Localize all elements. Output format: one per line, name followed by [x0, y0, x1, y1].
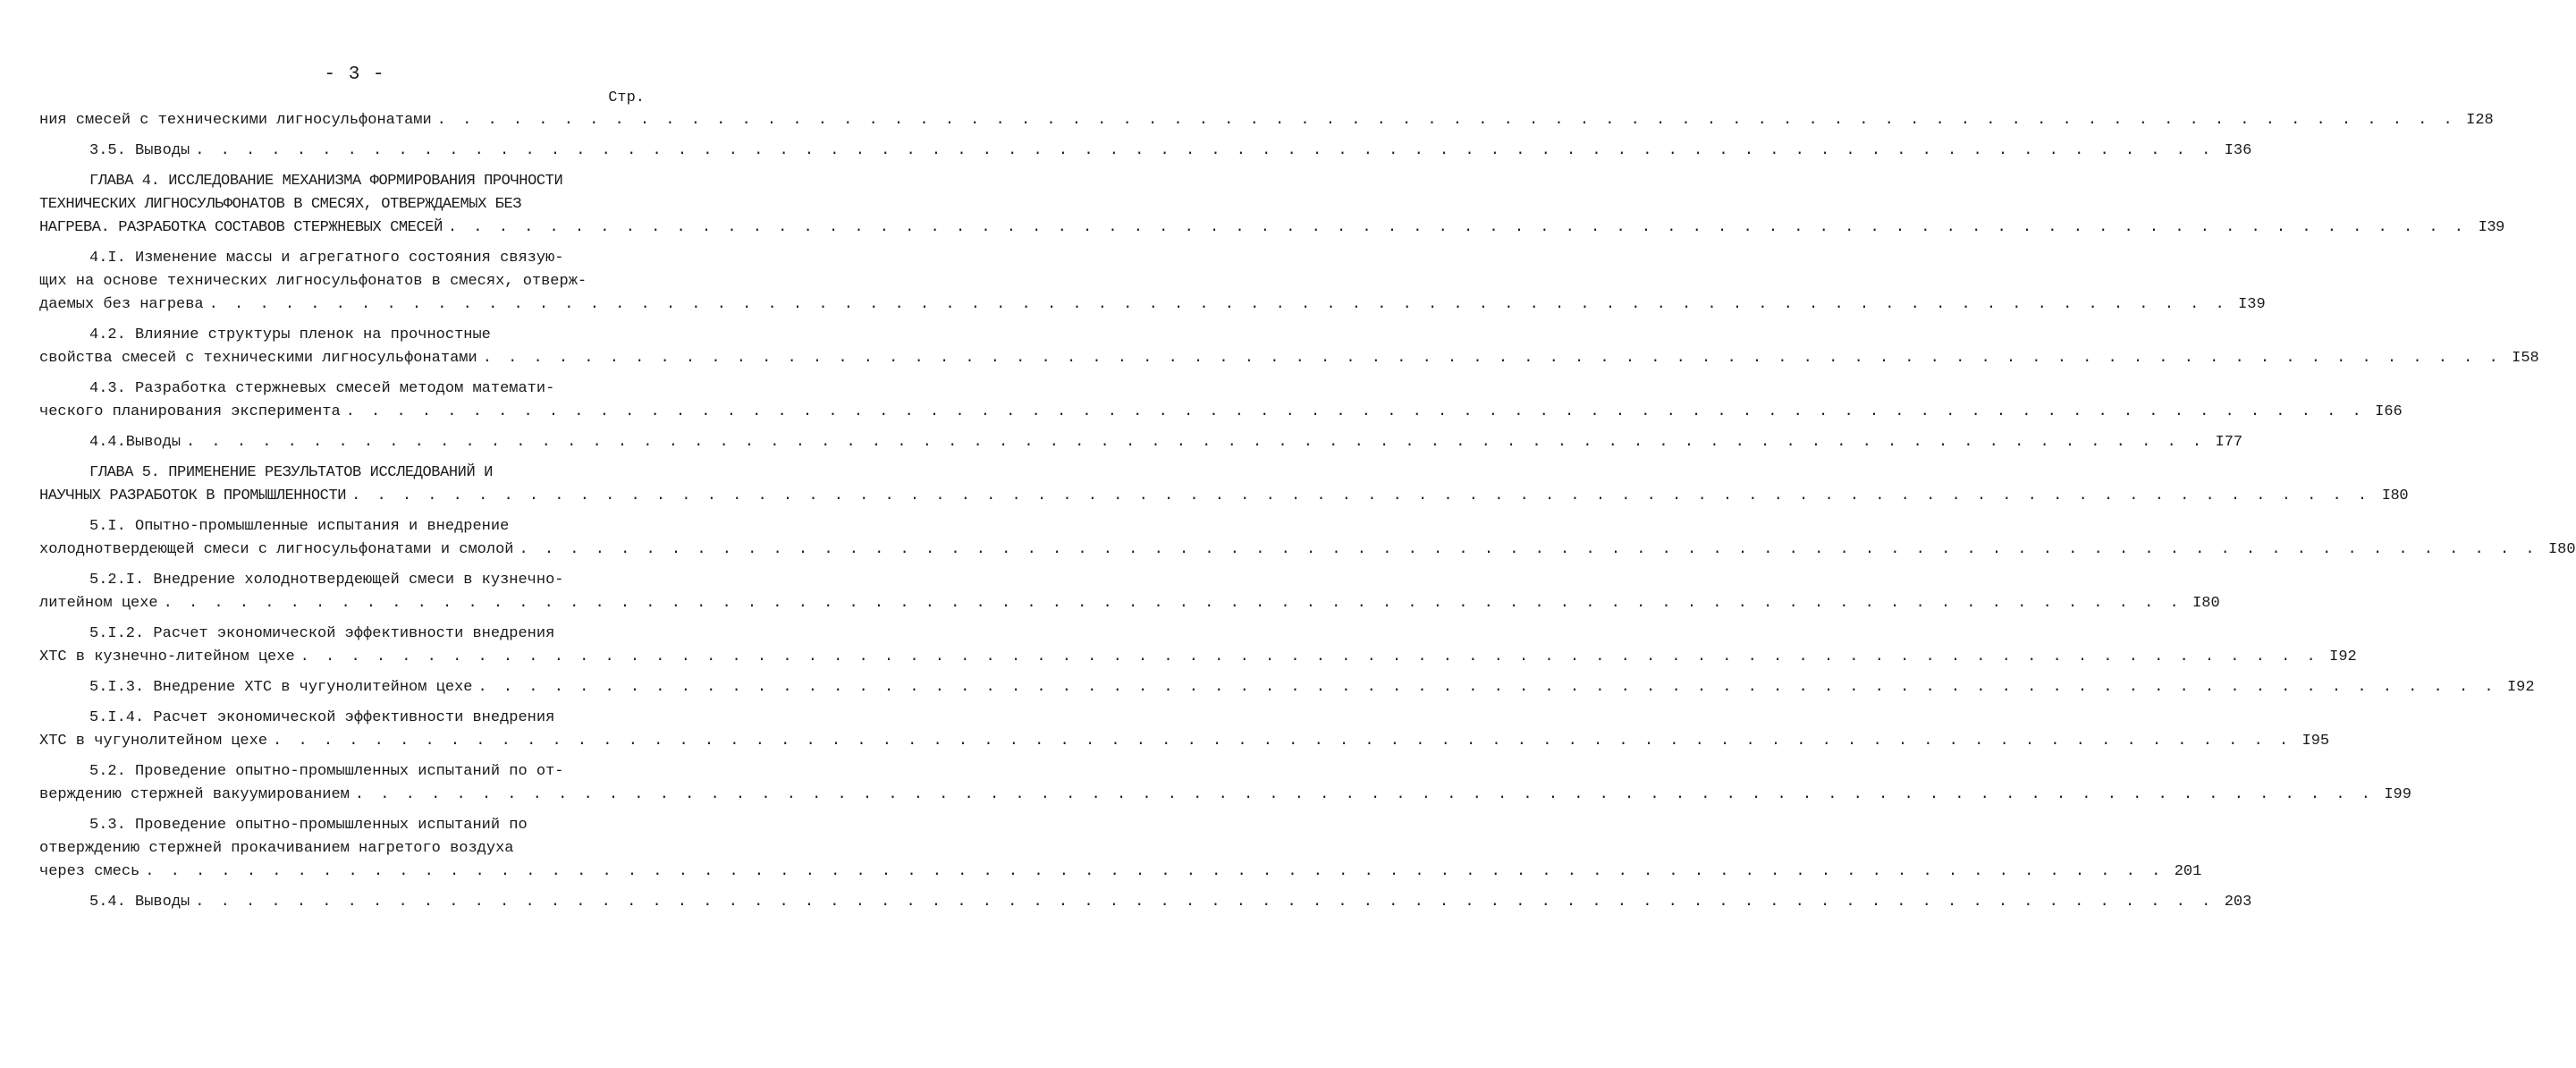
toc-entry-page: I80 — [2381, 487, 2409, 504]
toc-entry-page: I36 — [2224, 142, 2252, 159]
toc-entry-page: I77 — [2215, 434, 2243, 451]
toc-entry-page: I39 — [2478, 219, 2504, 236]
toc-entry-title: НАГРЕВА. РАЗРАБОТКА СОСТАВОВ СТЕРЖНЕВЫХ СМЕСЕЙ — [39, 219, 443, 236]
toc-entry-title: ческого планирования эксперимента — [39, 403, 341, 420]
dot-leader: . . . . . . . . . . . . . . . . . . . . . . . . . . . . . . . . . . . . . . . . . . . . . . . . . . . . . . . . . . . . . . . . . . . . . . . . . . . . . . . . — [436, 112, 2456, 129]
page-number: - 3 - — [324, 64, 385, 85]
dot-leader: . . . . . . . . . . . . . . . . . . . . . . . . . . . . . . . . . . . . . . . . . . . . . . . . . . . . . . . . . . . . . . . . . . . . . . . . . . . . . . . . — [163, 595, 2183, 612]
dot-leader: . . . . . . . . . . . . . . . . . . . . . . . . . . . . . . . . . . . . . . . . . . . . . . . . . . . . . . . . . . . . . . . . . . . . . . . . . . . . . . . . — [354, 786, 2374, 803]
dot-leader: . . . . . . . . . . . . . . . . . . . . . . . . . . . . . . . . . . . . . . . . . . . . . . . . . . . . . . . . . . . . . . . . . . . . . . . . . . . . . . . . — [195, 142, 2215, 159]
dot-leader: . . . . . . . . . . . . . . . . . . . . . . . . . . . . . . . . . . . . . . . . . . . . . . . . . . . . . . . . . . . . . . . . . . . . . . . . . . . . . . . . — [145, 863, 2165, 880]
toc-entry — [39, 515, 2576, 562]
toc-entry — [39, 109, 2494, 132]
toc-entry-title: верждению стержней вакуумированием — [39, 786, 350, 803]
toc-entry-title: 5.4. Выводы — [89, 894, 190, 911]
toc-entry-line: отверждению стержней прокачиванием нагретого воздуха — [39, 840, 514, 857]
toc-entry — [39, 676, 2535, 699]
toc-entry-last-line — [39, 538, 2576, 562]
toc-entry — [39, 431, 2243, 454]
toc-entry-line: 5.2. Проведение опытно-промышленных испытаний по от- — [89, 763, 564, 780]
toc-entry-page: I92 — [2329, 648, 2357, 665]
toc-entry-line: ГЛАВА 5. ПРИМЕНЕНИЕ РЕЗУЛЬТАТОВ ИССЛЕДОВАНИЙ И — [89, 464, 493, 481]
toc-entry-line: 5.3. Проведение опытно-промышленных испытаний по — [89, 817, 528, 834]
toc-entry-line: 4.2. Влияние структуры пленок на прочностные — [89, 326, 491, 343]
dot-leader: . . . . . . . . . . . . . . . . . . . . . . . . . . . . . . . . . . . . . . . . . . . . . . . . . . . . . . . . . . . . . . . . . . . . . . . . . . . . . . . . — [300, 648, 2319, 665]
dot-leader: . . . . . . . . . . . . . . . . . . . . . . . . . . . . . . . . . . . . . . . . . . . . . . . . . . . . . . . . . . . . . . . . . . . . . . . . . . . . . . . . — [447, 219, 2467, 236]
toc-entry-page: I80 — [2547, 541, 2576, 558]
toc-entry — [39, 814, 2202, 884]
toc-entry — [39, 247, 2266, 317]
toc-entry-page: 201 — [2174, 863, 2202, 880]
toc-entry-title: 3.5. Выводы — [89, 142, 190, 159]
toc-entry — [39, 569, 2220, 615]
dot-leader: . . . . . . . . . . . . . . . . . . . . . . . . . . . . . . . . . . . . . . . . . . . . . . . . . . . . . . . . . . . . . . . . . . . . . . . . . . . . . . . . — [351, 487, 2371, 504]
table-of-contents — [39, 109, 2576, 921]
toc-entry-title: 4.4.Выводы — [89, 434, 182, 451]
toc-entry-last-line — [39, 401, 2403, 424]
toc-entry-last-line — [39, 784, 2411, 807]
toc-entry-page: I39 — [2238, 296, 2266, 313]
toc-entry-line: ГЛАВА 4. ИССЛЕДОВАНИЕ МЕХАНИЗМА ФОРМИРОВАНИЯ ПРОЧНОСТИ — [89, 173, 563, 190]
toc-entry-line: 4.I. Изменение массы и агрегатного состояния связую- — [89, 250, 564, 267]
toc-entry-line: 5.I. Опытно-промышленные испытания и внедрение — [89, 518, 510, 535]
toc-entry-title: ХТС в кузнечно-литейном цехе — [39, 648, 295, 665]
toc-entry-last-line — [39, 216, 2504, 240]
toc-entry-last-line — [39, 592, 2220, 615]
dot-leader: . . . . . . . . . . . . . . . . . . . . . . . . . . . . . . . . . . . . . . . . . . . . . . . . . . . . . . . . . . . . . . . . . . . . . . . . . . . . . . . . — [519, 541, 2538, 558]
toc-entry-page: I28 — [2466, 112, 2494, 129]
toc-entry-title: НАУЧНЫХ РАЗРАБОТОК В ПРОМЫШЛЕННОСТИ — [39, 487, 347, 504]
toc-entry-last-line — [39, 730, 2330, 753]
toc-entry-page: I92 — [2506, 679, 2535, 696]
toc-entry — [39, 623, 2357, 669]
toc-entry-line: ТЕХНИЧЕСКИХ ЛИГНОСУЛЬФОНАТОВ В СМЕСЯХ, ОТВЕРЖДАЕМЫХ БЕЗ — [39, 196, 522, 213]
toc-entry — [39, 760, 2411, 807]
toc-entry — [39, 324, 2539, 370]
dot-leader: . . . . . . . . . . . . . . . . . . . . . . . . . . . . . . . . . . . . . . . . . . . . . . . . . . . . . . . . . . . . . . . . . . . . . . . . . . . . . . . . — [345, 403, 2365, 420]
toc-entry-title: даемых без нагрева — [39, 296, 204, 313]
toc-entry-last-line — [39, 891, 2252, 914]
toc-entry-page: I99 — [2384, 786, 2411, 803]
toc-entry — [39, 462, 2409, 508]
toc-entry-page: I58 — [2512, 350, 2539, 367]
toc-entry — [39, 707, 2330, 753]
toc-entry-title: ния смесей с техническими лигносульфонатами — [39, 112, 432, 129]
toc-entry-title: литейном цехе — [39, 595, 158, 612]
page-column-label: Стр. — [608, 89, 645, 106]
toc-entry-last-line — [39, 646, 2357, 669]
dot-leader: . . . . . . . . . . . . . . . . . . . . . . . . . . . . . . . . . . . . . . . . . . . . . . . . . . . . . . . . . . . . . . . . . . . . . . . . . . . . . . . . — [195, 894, 2215, 911]
toc-entry-page: I66 — [2375, 403, 2403, 420]
toc-entry-last-line — [39, 485, 2409, 508]
toc-entry-line: 5.I.4. Расчет экономической эффективности внедрения — [89, 709, 555, 726]
toc-entry — [39, 140, 2252, 163]
toc-entry-title: свойства смесей с техническими лигносульфонатами — [39, 350, 477, 367]
toc-entry-last-line — [39, 140, 2252, 163]
toc-entry-page: I95 — [2302, 733, 2330, 750]
dot-leader: . . . . . . . . . . . . . . . . . . . . . . . . . . . . . . . . . . . . . . . . . . . . . . . . . . . . . . . . . . . . . . . . . . . . . . . . . . . . . . . . — [477, 679, 2497, 696]
toc-entry-title: через смесь — [39, 863, 140, 880]
toc-entry-title: холоднотвердеющей смеси с лигносульфонатами и смолой — [39, 541, 514, 558]
toc-entry-title: ХТС в чугунолитейном цехе — [39, 733, 268, 750]
toc-entry-line: 5.I.2. Расчет экономической эффективности внедрения — [89, 625, 555, 642]
toc-entry — [39, 170, 2504, 240]
toc-entry-last-line — [39, 109, 2494, 132]
dot-leader: . . . . . . . . . . . . . . . . . . . . . . . . . . . . . . . . . . . . . . . . . . . . . . . . . . . . . . . . . . . . . . . . . . . . . . . . . . . . . . . . — [186, 434, 2206, 451]
toc-entry-last-line — [39, 676, 2535, 699]
toc-entry-last-line — [39, 293, 2266, 317]
toc-entry-last-line — [39, 431, 2243, 454]
toc-entry — [39, 377, 2403, 424]
toc-entry-last-line — [39, 860, 2202, 884]
toc-entry-line: 4.3. Разработка стержневых смесей методом математи- — [89, 380, 555, 397]
toc-entry — [39, 891, 2252, 914]
dot-leader: . . . . . . . . . . . . . . . . . . . . . . . . . . . . . . . . . . . . . . . . . . . . . . . . . . . . . . . . . . . . . . . . . . . . . . . . . . . . . . . . — [482, 350, 2502, 367]
toc-entry-line: 5.2.I. Внедрение холоднотвердеющей смеси в кузнечно- — [89, 572, 564, 589]
toc-entry-line: щих на основе технических лигносульфонатов в смесях, отверж- — [39, 273, 587, 290]
toc-entry-last-line — [39, 347, 2539, 370]
dot-leader: . . . . . . . . . . . . . . . . . . . . . . . . . . . . . . . . . . . . . . . . . . . . . . . . . . . . . . . . . . . . . . . . . . . . . . . . . . . . . . . . — [273, 733, 2293, 750]
toc-entry-title: 5.I.3. Внедрение ХТС в чугунолитейном цехе — [89, 679, 473, 696]
dot-leader: . . . . . . . . . . . . . . . . . . . . . . . . . . . . . . . . . . . . . . . . . . . . . . . . . . . . . . . . . . . . . . . . . . . . . . . . . . . . . . . . — [208, 296, 2228, 313]
toc-entry-page: I80 — [2192, 595, 2220, 612]
toc-entry-page: 203 — [2224, 894, 2252, 911]
